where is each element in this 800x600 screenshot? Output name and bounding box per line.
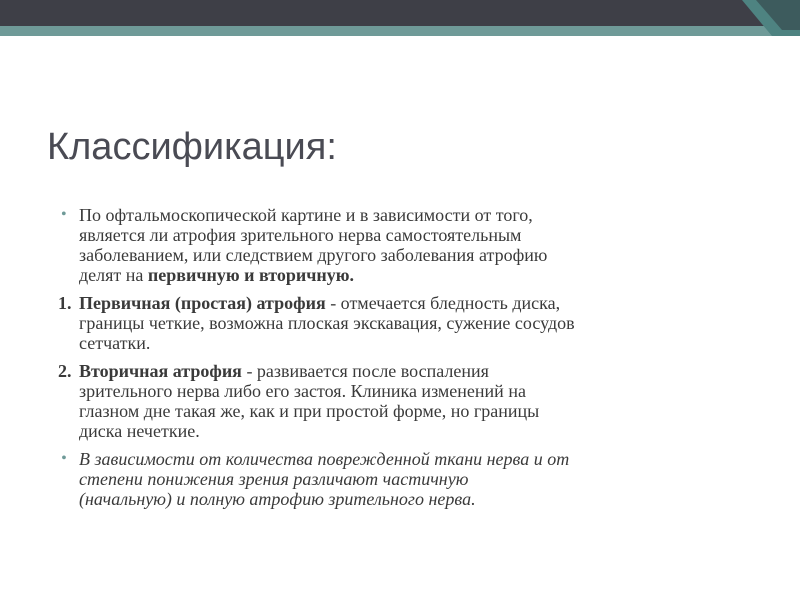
top-bar [0, 0, 800, 26]
text-line: степени понижения зрения различают частичную [79, 469, 469, 489]
corner-decoration [742, 0, 800, 36]
slide-body [58, 205, 758, 517]
list-item [58, 361, 758, 441]
top-accent-stripe [0, 26, 800, 36]
text-line [79, 361, 758, 381]
emphasis-text: Вторичная атрофия [79, 361, 242, 381]
text-line [79, 265, 758, 285]
text-line: границы четкие, возможна плоская экскавация, сужение сосудов [79, 313, 575, 333]
text-line: диска нечеткие. [79, 421, 200, 441]
slide-title: Классификация: [47, 126, 337, 168]
text-line: зрительного нерва либо его застоя. Клиника изменений на [79, 381, 526, 401]
text-line: заболеванием, или следствием другого заболевания атрофию [79, 245, 548, 265]
text-fragment: - отмечается бледность диска, [325, 293, 561, 313]
emphasis-text: первичную и вторичную. [147, 265, 355, 285]
text-line: является ли атрофия зрительного нерва самостоятельным [79, 225, 522, 245]
text-line: (начальную) и полную атрофию зрительного нерва. [79, 489, 476, 509]
list-item [58, 293, 758, 353]
number-marker: 2. [58, 361, 72, 381]
text-line [79, 293, 758, 313]
list-item [58, 449, 758, 509]
bullet-marker: • [61, 450, 67, 467]
text-line: глазном дне такая же, как и при простой форме, но границы [79, 401, 540, 421]
emphasis-text: Первичная (простая) атрофия [79, 293, 326, 313]
text-line: По офтальмоскопической картине и в зависимости от того, [79, 205, 533, 225]
text-line: сетчатки. [79, 333, 151, 353]
list-item [58, 205, 758, 285]
text-fragment: делят на [79, 265, 148, 285]
bullet-marker: • [61, 206, 67, 223]
number-marker: 1. [58, 293, 72, 313]
text-fragment: - развивается после воспаления [241, 361, 489, 381]
text-line: В зависимости от количества поврежденной ткани нерва и от [79, 449, 570, 469]
